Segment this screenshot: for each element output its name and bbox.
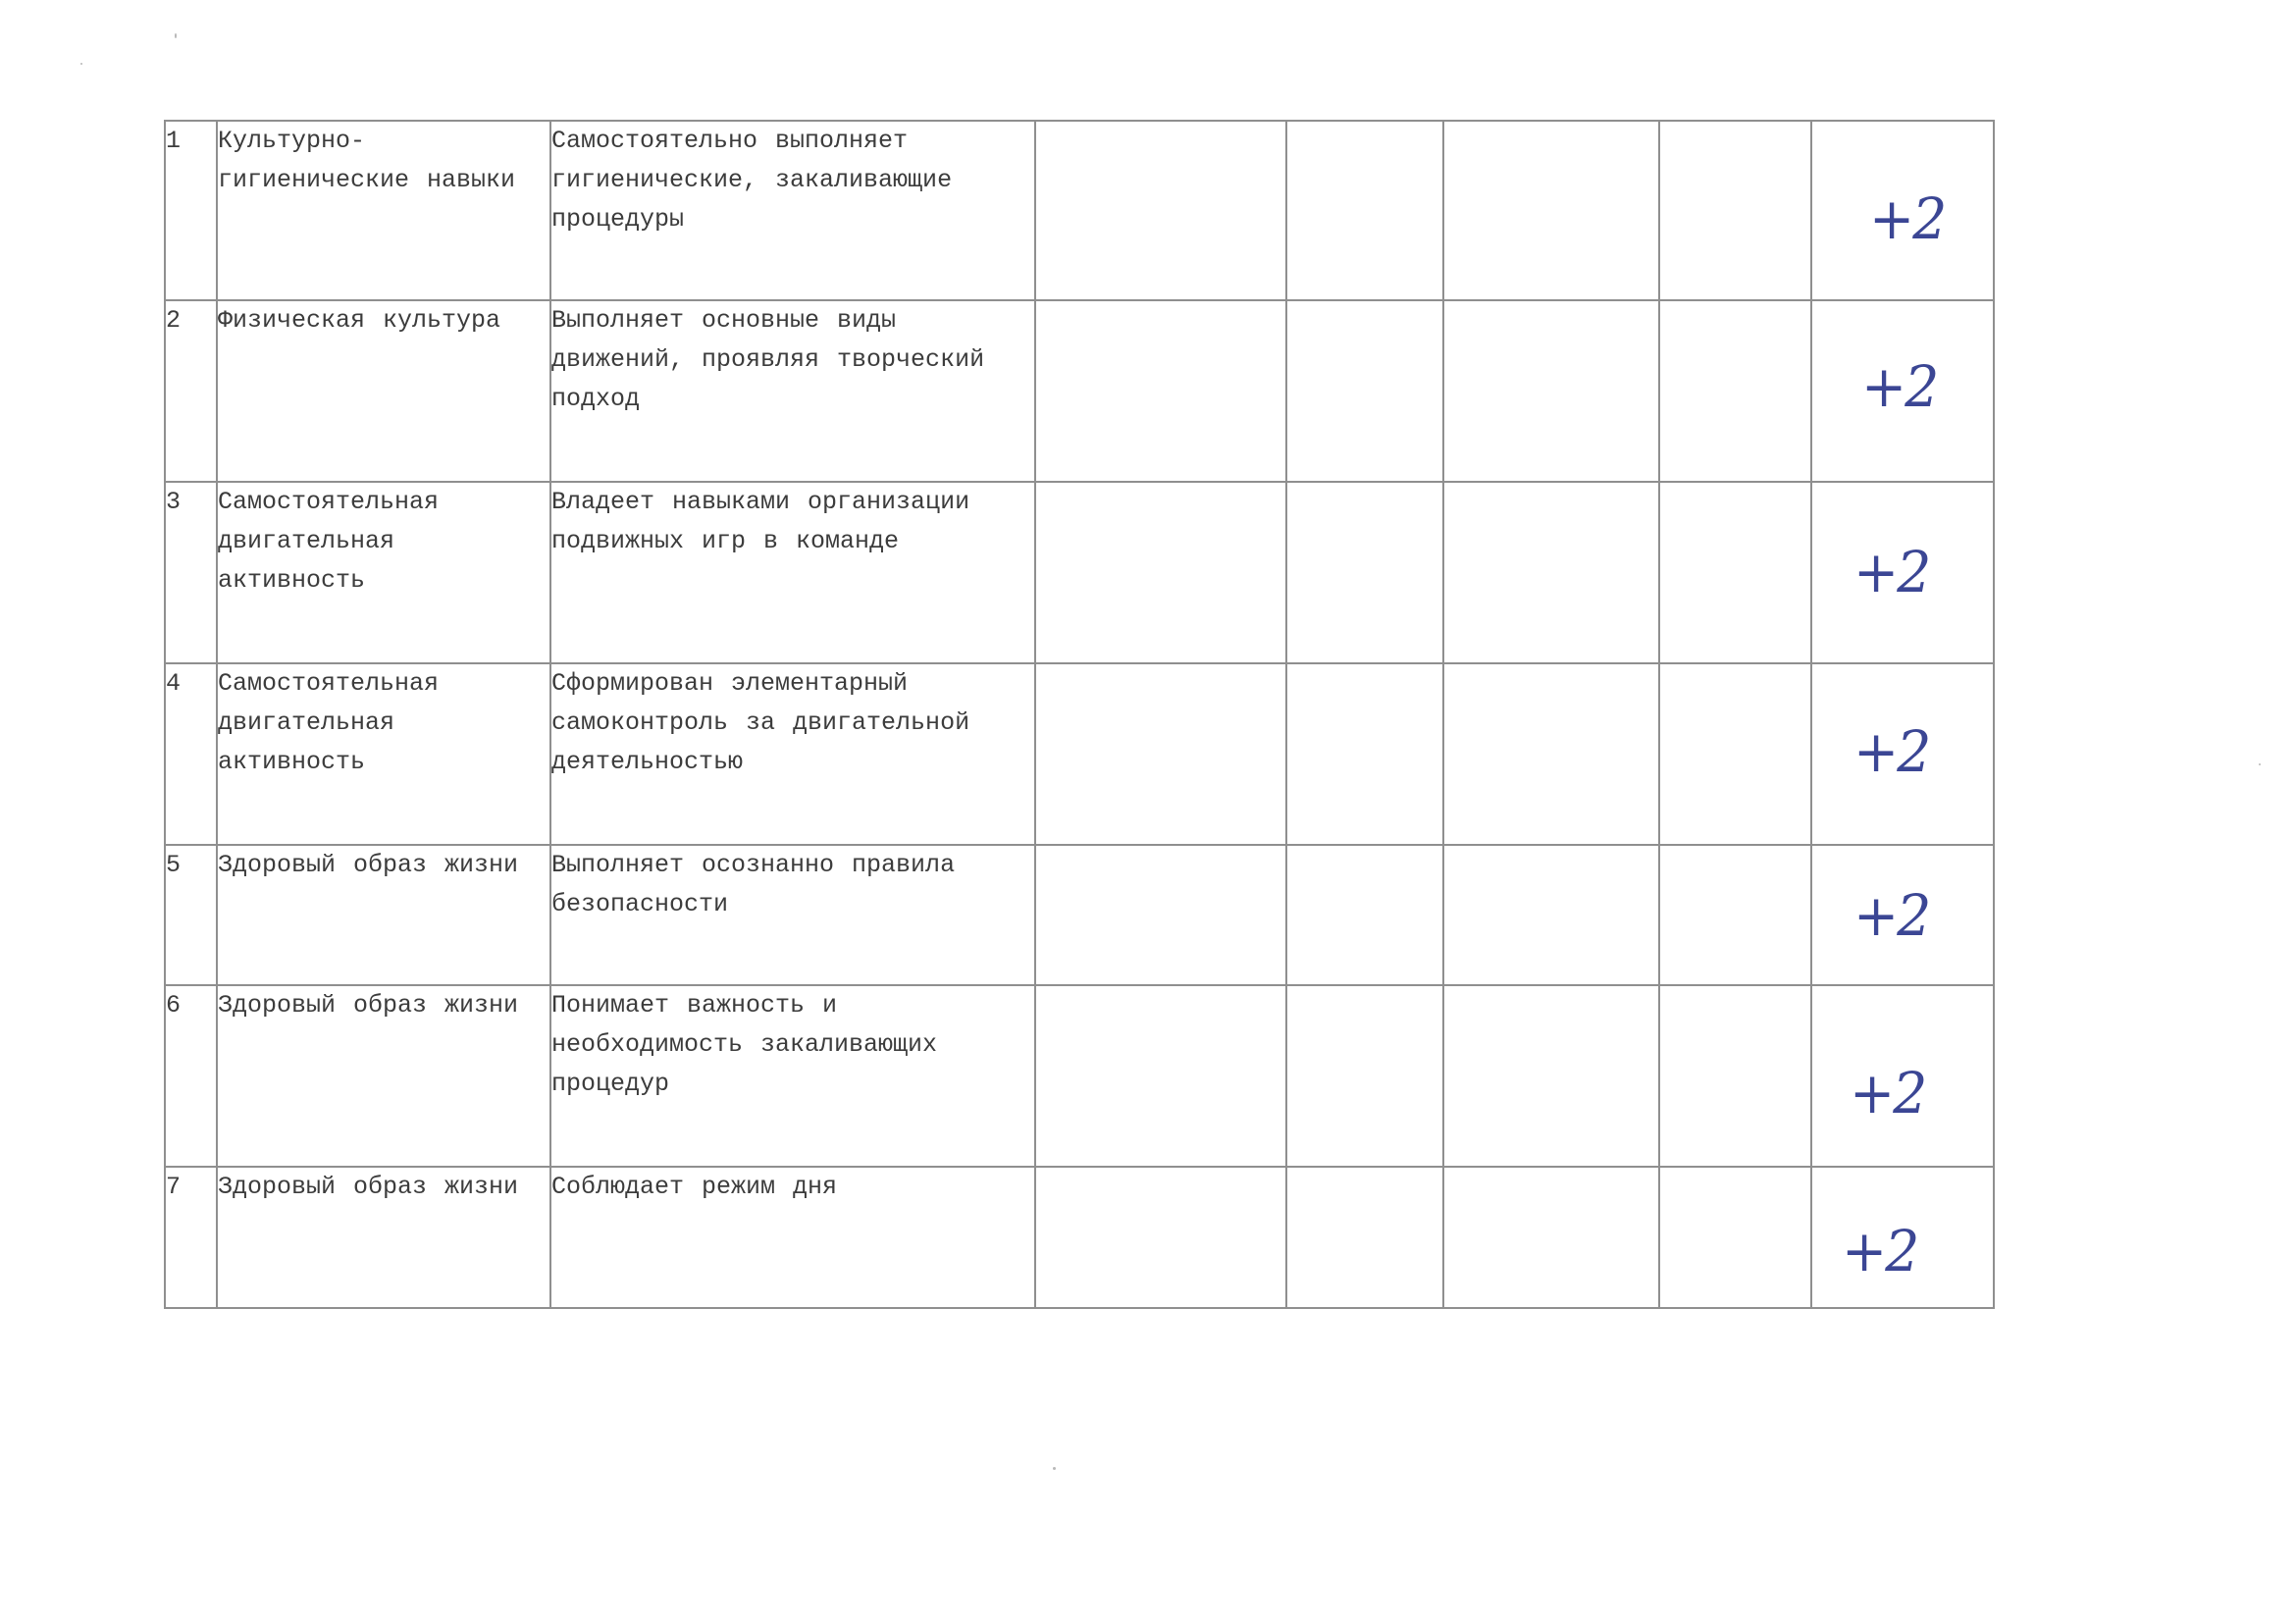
row-number: 4 bbox=[165, 663, 217, 845]
area-cell: Физическая культура bbox=[217, 300, 550, 482]
area-cell: Самостоятельная двигательная активность bbox=[217, 663, 550, 845]
scan-speck bbox=[2259, 763, 2261, 765]
indicator-cell: Сформирован элементарный самоконтроль за двигательной деятельностью bbox=[550, 663, 1035, 845]
area-cell: Здоровый образ жизни bbox=[217, 845, 550, 985]
scan-speck bbox=[80, 63, 82, 65]
table-row bbox=[165, 663, 1994, 845]
handwritten-mark: +2 bbox=[1861, 353, 1938, 420]
empty-cell bbox=[1659, 300, 1811, 482]
empty-cell bbox=[1286, 985, 1443, 1167]
empty-cell bbox=[1286, 121, 1443, 300]
area-cell: Культурно-гигиенические навыки bbox=[217, 121, 550, 300]
empty-cell bbox=[1443, 1167, 1659, 1308]
empty-cell bbox=[1035, 482, 1286, 663]
table-row bbox=[165, 845, 1994, 985]
empty-cell bbox=[1443, 663, 1659, 845]
indicator-cell: Самостоятельно выполняет гигиенические, закаливающие процедуры bbox=[550, 121, 1035, 300]
handwritten-mark: +2 bbox=[1853, 882, 1930, 949]
empty-cell bbox=[1443, 300, 1659, 482]
empty-cell bbox=[1659, 121, 1811, 300]
empty-cell bbox=[1443, 985, 1659, 1167]
mark-cell bbox=[1811, 300, 1994, 482]
assessment-table bbox=[164, 120, 1995, 1309]
row-number: 7 bbox=[165, 1167, 217, 1308]
empty-cell bbox=[1659, 482, 1811, 663]
empty-cell bbox=[1659, 985, 1811, 1167]
handwritten-mark: +2 bbox=[1853, 539, 1930, 605]
empty-cell bbox=[1035, 845, 1286, 985]
table-row bbox=[165, 985, 1994, 1167]
empty-cell bbox=[1286, 482, 1443, 663]
table-row bbox=[165, 482, 1994, 663]
empty-cell bbox=[1659, 663, 1811, 845]
scan-speck bbox=[175, 33, 177, 38]
empty-cell bbox=[1035, 121, 1286, 300]
table-row bbox=[165, 300, 1994, 482]
row-number: 1 bbox=[165, 121, 217, 300]
mark-cell bbox=[1811, 121, 1994, 300]
empty-cell bbox=[1035, 300, 1286, 482]
table-row bbox=[165, 121, 1994, 300]
indicator-cell: Владеет навыками организации подвижных игр в команде bbox=[550, 482, 1035, 663]
empty-cell bbox=[1035, 1167, 1286, 1308]
area-cell: Здоровый образ жизни bbox=[217, 985, 550, 1167]
mark-cell bbox=[1811, 663, 1994, 845]
mark-cell bbox=[1811, 482, 1994, 663]
row-number: 3 bbox=[165, 482, 217, 663]
handwritten-mark: +2 bbox=[1842, 1218, 1918, 1284]
empty-cell bbox=[1659, 1167, 1811, 1308]
mark-cell bbox=[1811, 985, 1994, 1167]
empty-cell bbox=[1286, 300, 1443, 482]
empty-cell bbox=[1286, 1167, 1443, 1308]
indicator-cell: Выполняет осознанно правила безопасности bbox=[550, 845, 1035, 985]
handwritten-mark: +2 bbox=[1850, 1060, 1926, 1126]
row-number: 2 bbox=[165, 300, 217, 482]
empty-cell bbox=[1286, 845, 1443, 985]
mark-cell bbox=[1811, 845, 1994, 985]
row-number: 6 bbox=[165, 985, 217, 1167]
table-row bbox=[165, 1167, 1994, 1308]
mark-cell bbox=[1811, 1167, 1994, 1308]
handwritten-mark: +2 bbox=[1869, 185, 1946, 252]
empty-cell bbox=[1035, 663, 1286, 845]
area-cell: Самостоятельная двигательная активность bbox=[217, 482, 550, 663]
scan-speck bbox=[1053, 1467, 1056, 1470]
empty-cell bbox=[1035, 985, 1286, 1167]
indicator-cell: Соблюдает режим дня bbox=[550, 1167, 1035, 1308]
area-cell: Здоровый образ жизни bbox=[217, 1167, 550, 1308]
empty-cell bbox=[1286, 663, 1443, 845]
indicator-cell: Понимает важность и необходимость закаливающих процедур bbox=[550, 985, 1035, 1167]
empty-cell bbox=[1443, 482, 1659, 663]
row-number: 5 bbox=[165, 845, 217, 985]
empty-cell bbox=[1443, 121, 1659, 300]
indicator-cell: Выполняет основные виды движений, проявляя творческий подход bbox=[550, 300, 1035, 482]
handwritten-mark: +2 bbox=[1853, 718, 1930, 785]
empty-cell bbox=[1443, 845, 1659, 985]
empty-cell bbox=[1659, 845, 1811, 985]
